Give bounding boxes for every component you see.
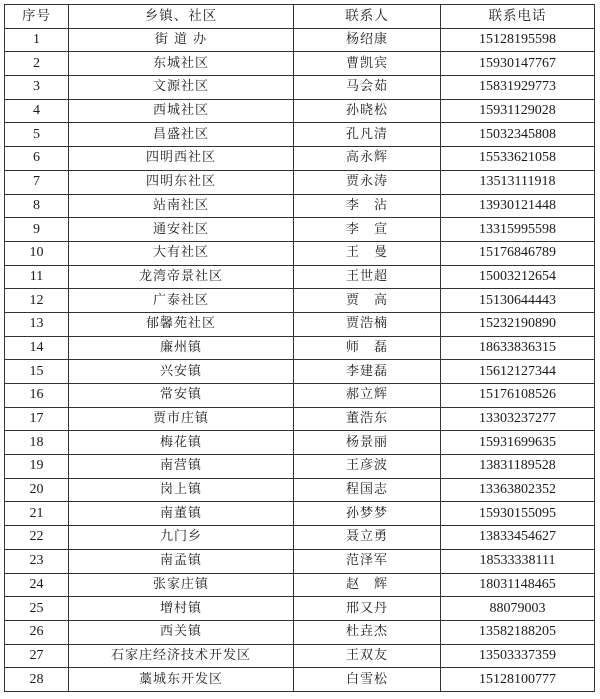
row-town-community: 南孟镇: [69, 549, 294, 573]
row-contact-phone: 13930121448: [441, 194, 595, 218]
row-contact-phone: 13582188205: [441, 620, 595, 644]
row-town-community: 通安社区: [69, 218, 294, 242]
row-town-community: 兴安镇: [69, 360, 294, 384]
row-contact-person: 孙晓松: [294, 99, 441, 123]
row-index: 5: [5, 123, 69, 147]
row-contact-phone: 15533621058: [441, 147, 595, 171]
table-row: [5, 668, 595, 692]
row-contact-person: 邢又丹: [294, 597, 441, 621]
row-contact-person: 曹凯宾: [294, 52, 441, 76]
row-contact-person: 师 磊: [294, 336, 441, 360]
row-town-community: 南营镇: [69, 455, 294, 479]
row-town-community: 龙湾帝景社区: [69, 265, 294, 289]
row-contact-person: 李 宣: [294, 218, 441, 242]
row-contact-person: 孔凡清: [294, 123, 441, 147]
row-index: 7: [5, 170, 69, 194]
table-row: [5, 384, 595, 408]
row-contact-phone: 15130644443: [441, 289, 595, 313]
table-row: [5, 194, 595, 218]
table-row: [5, 265, 595, 289]
row-town-community: 广泰社区: [69, 289, 294, 313]
row-contact-phone: 15128195598: [441, 28, 595, 52]
row-contact-phone: 15930155095: [441, 502, 595, 526]
row-index: 6: [5, 147, 69, 171]
row-contact-person: 范泽军: [294, 549, 441, 573]
row-index: 2: [5, 52, 69, 76]
table-row: [5, 147, 595, 171]
row-contact-phone: 13303237277: [441, 407, 595, 431]
header-contact-person: 联系人: [294, 5, 441, 29]
row-contact-person: 贾 高: [294, 289, 441, 313]
row-town-community: 张家庄镇: [69, 573, 294, 597]
table-row: [5, 312, 595, 336]
row-contact-person: 高永辉: [294, 147, 441, 171]
row-town-community: 南董镇: [69, 502, 294, 526]
row-town-community: 九门乡: [69, 526, 294, 550]
row-contact-phone: 13503337359: [441, 644, 595, 668]
row-contact-person: 杨绍康: [294, 28, 441, 52]
row-contact-person: 李 沾: [294, 194, 441, 218]
row-contact-phone: 88079003: [441, 597, 595, 621]
row-contact-person: 聂立勇: [294, 526, 441, 550]
row-contact-phone: 13513111918: [441, 170, 595, 194]
row-contact-person: 李建磊: [294, 360, 441, 384]
row-town-community: 郁馨苑社区: [69, 312, 294, 336]
table-header-row: [5, 5, 595, 29]
header-index: 序号: [5, 5, 69, 29]
row-town-community: 藁城东开发区: [69, 668, 294, 692]
row-index: 1: [5, 28, 69, 52]
table-row: [5, 573, 595, 597]
table-row: [5, 170, 595, 194]
row-contact-phone: 15176108526: [441, 384, 595, 408]
row-index: 8: [5, 194, 69, 218]
row-contact-person: 贾浩楠: [294, 312, 441, 336]
table-row: [5, 644, 595, 668]
row-town-community: 石家庄经济技术开发区: [69, 644, 294, 668]
table-row: [5, 620, 595, 644]
table-row: [5, 549, 595, 573]
row-contact-phone: 15831929773: [441, 76, 595, 100]
row-contact-phone: 13831189528: [441, 455, 595, 479]
contact-table: [4, 4, 595, 692]
table-row: [5, 478, 595, 502]
row-contact-phone: 15612127344: [441, 360, 595, 384]
table-row: [5, 52, 595, 76]
row-contact-phone: 13363802352: [441, 478, 595, 502]
row-index: 12: [5, 289, 69, 313]
row-town-community: 文源社区: [69, 76, 294, 100]
row-town-community: 增村镇: [69, 597, 294, 621]
row-index: 28: [5, 668, 69, 692]
header-contact-phone: 联系电话: [441, 5, 595, 29]
row-contact-person: 杨景丽: [294, 431, 441, 455]
row-contact-person: 杜垚杰: [294, 620, 441, 644]
row-town-community: 街 道 办: [69, 28, 294, 52]
row-town-community: 西城社区: [69, 99, 294, 123]
header-town-community: 乡镇、社区: [69, 5, 294, 29]
table-row: [5, 218, 595, 242]
row-contact-phone: 15003212654: [441, 265, 595, 289]
row-contact-phone: 15176846789: [441, 241, 595, 265]
row-town-community: 贾市庄镇: [69, 407, 294, 431]
row-town-community: 四明东社区: [69, 170, 294, 194]
row-contact-person: 马会茹: [294, 76, 441, 100]
row-town-community: 东城社区: [69, 52, 294, 76]
row-town-community: 站南社区: [69, 194, 294, 218]
row-index: 19: [5, 455, 69, 479]
row-index: 26: [5, 620, 69, 644]
row-contact-phone: 15931699635: [441, 431, 595, 455]
row-contact-person: 赵 辉: [294, 573, 441, 597]
row-contact-person: 贾永涛: [294, 170, 441, 194]
table-row: [5, 360, 595, 384]
table-row: [5, 76, 595, 100]
row-index: 27: [5, 644, 69, 668]
row-contact-person: 董浩东: [294, 407, 441, 431]
row-contact-person: 王双友: [294, 644, 441, 668]
row-contact-phone: 15232190890: [441, 312, 595, 336]
row-contact-person: 王 曼: [294, 241, 441, 265]
table-row: [5, 407, 595, 431]
row-town-community: 四明西社区: [69, 147, 294, 171]
row-town-community: 岗上镇: [69, 478, 294, 502]
row-index: 11: [5, 265, 69, 289]
row-index: 24: [5, 573, 69, 597]
row-contact-phone: 15032345808: [441, 123, 595, 147]
row-contact-person: 白雪松: [294, 668, 441, 692]
row-contact-phone: 18633836315: [441, 336, 595, 360]
row-index: 10: [5, 241, 69, 265]
row-contact-phone: 13315995598: [441, 218, 595, 242]
row-contact-phone: 13833454627: [441, 526, 595, 550]
table-row: [5, 123, 595, 147]
row-index: 17: [5, 407, 69, 431]
row-contact-person: 王彦波: [294, 455, 441, 479]
row-town-community: 昌盛社区: [69, 123, 294, 147]
row-index: 22: [5, 526, 69, 550]
row-index: 16: [5, 384, 69, 408]
row-contact-person: 孙梦梦: [294, 502, 441, 526]
row-index: 4: [5, 99, 69, 123]
row-index: 25: [5, 597, 69, 621]
table-row: [5, 455, 595, 479]
row-town-community: 西关镇: [69, 620, 294, 644]
row-index: 9: [5, 218, 69, 242]
table-row: [5, 99, 595, 123]
row-contact-phone: 18031148465: [441, 573, 595, 597]
row-contact-person: 郝立辉: [294, 384, 441, 408]
table-row: [5, 241, 595, 265]
table-row: [5, 597, 595, 621]
row-index: 3: [5, 76, 69, 100]
row-contact-phone: 15931129028: [441, 99, 595, 123]
row-index: 23: [5, 549, 69, 573]
contact-table-container: [4, 4, 594, 692]
table-row: [5, 526, 595, 550]
row-town-community: 廉州镇: [69, 336, 294, 360]
row-index: 13: [5, 312, 69, 336]
row-contact-person: 王世超: [294, 265, 441, 289]
row-index: 21: [5, 502, 69, 526]
row-contact-phone: 18533338111: [441, 549, 595, 573]
table-row: [5, 336, 595, 360]
row-index: 18: [5, 431, 69, 455]
row-town-community: 常安镇: [69, 384, 294, 408]
row-town-community: 梅花镇: [69, 431, 294, 455]
row-contact-phone: 15930147767: [441, 52, 595, 76]
row-contact-person: 程国志: [294, 478, 441, 502]
table-row: [5, 289, 595, 313]
row-town-community: 大有社区: [69, 241, 294, 265]
row-contact-phone: 15128100777: [441, 668, 595, 692]
table-body: [5, 28, 595, 691]
table-row: [5, 28, 595, 52]
row-index: 15: [5, 360, 69, 384]
row-index: 20: [5, 478, 69, 502]
table-row: [5, 502, 595, 526]
row-index: 14: [5, 336, 69, 360]
table-row: [5, 431, 595, 455]
